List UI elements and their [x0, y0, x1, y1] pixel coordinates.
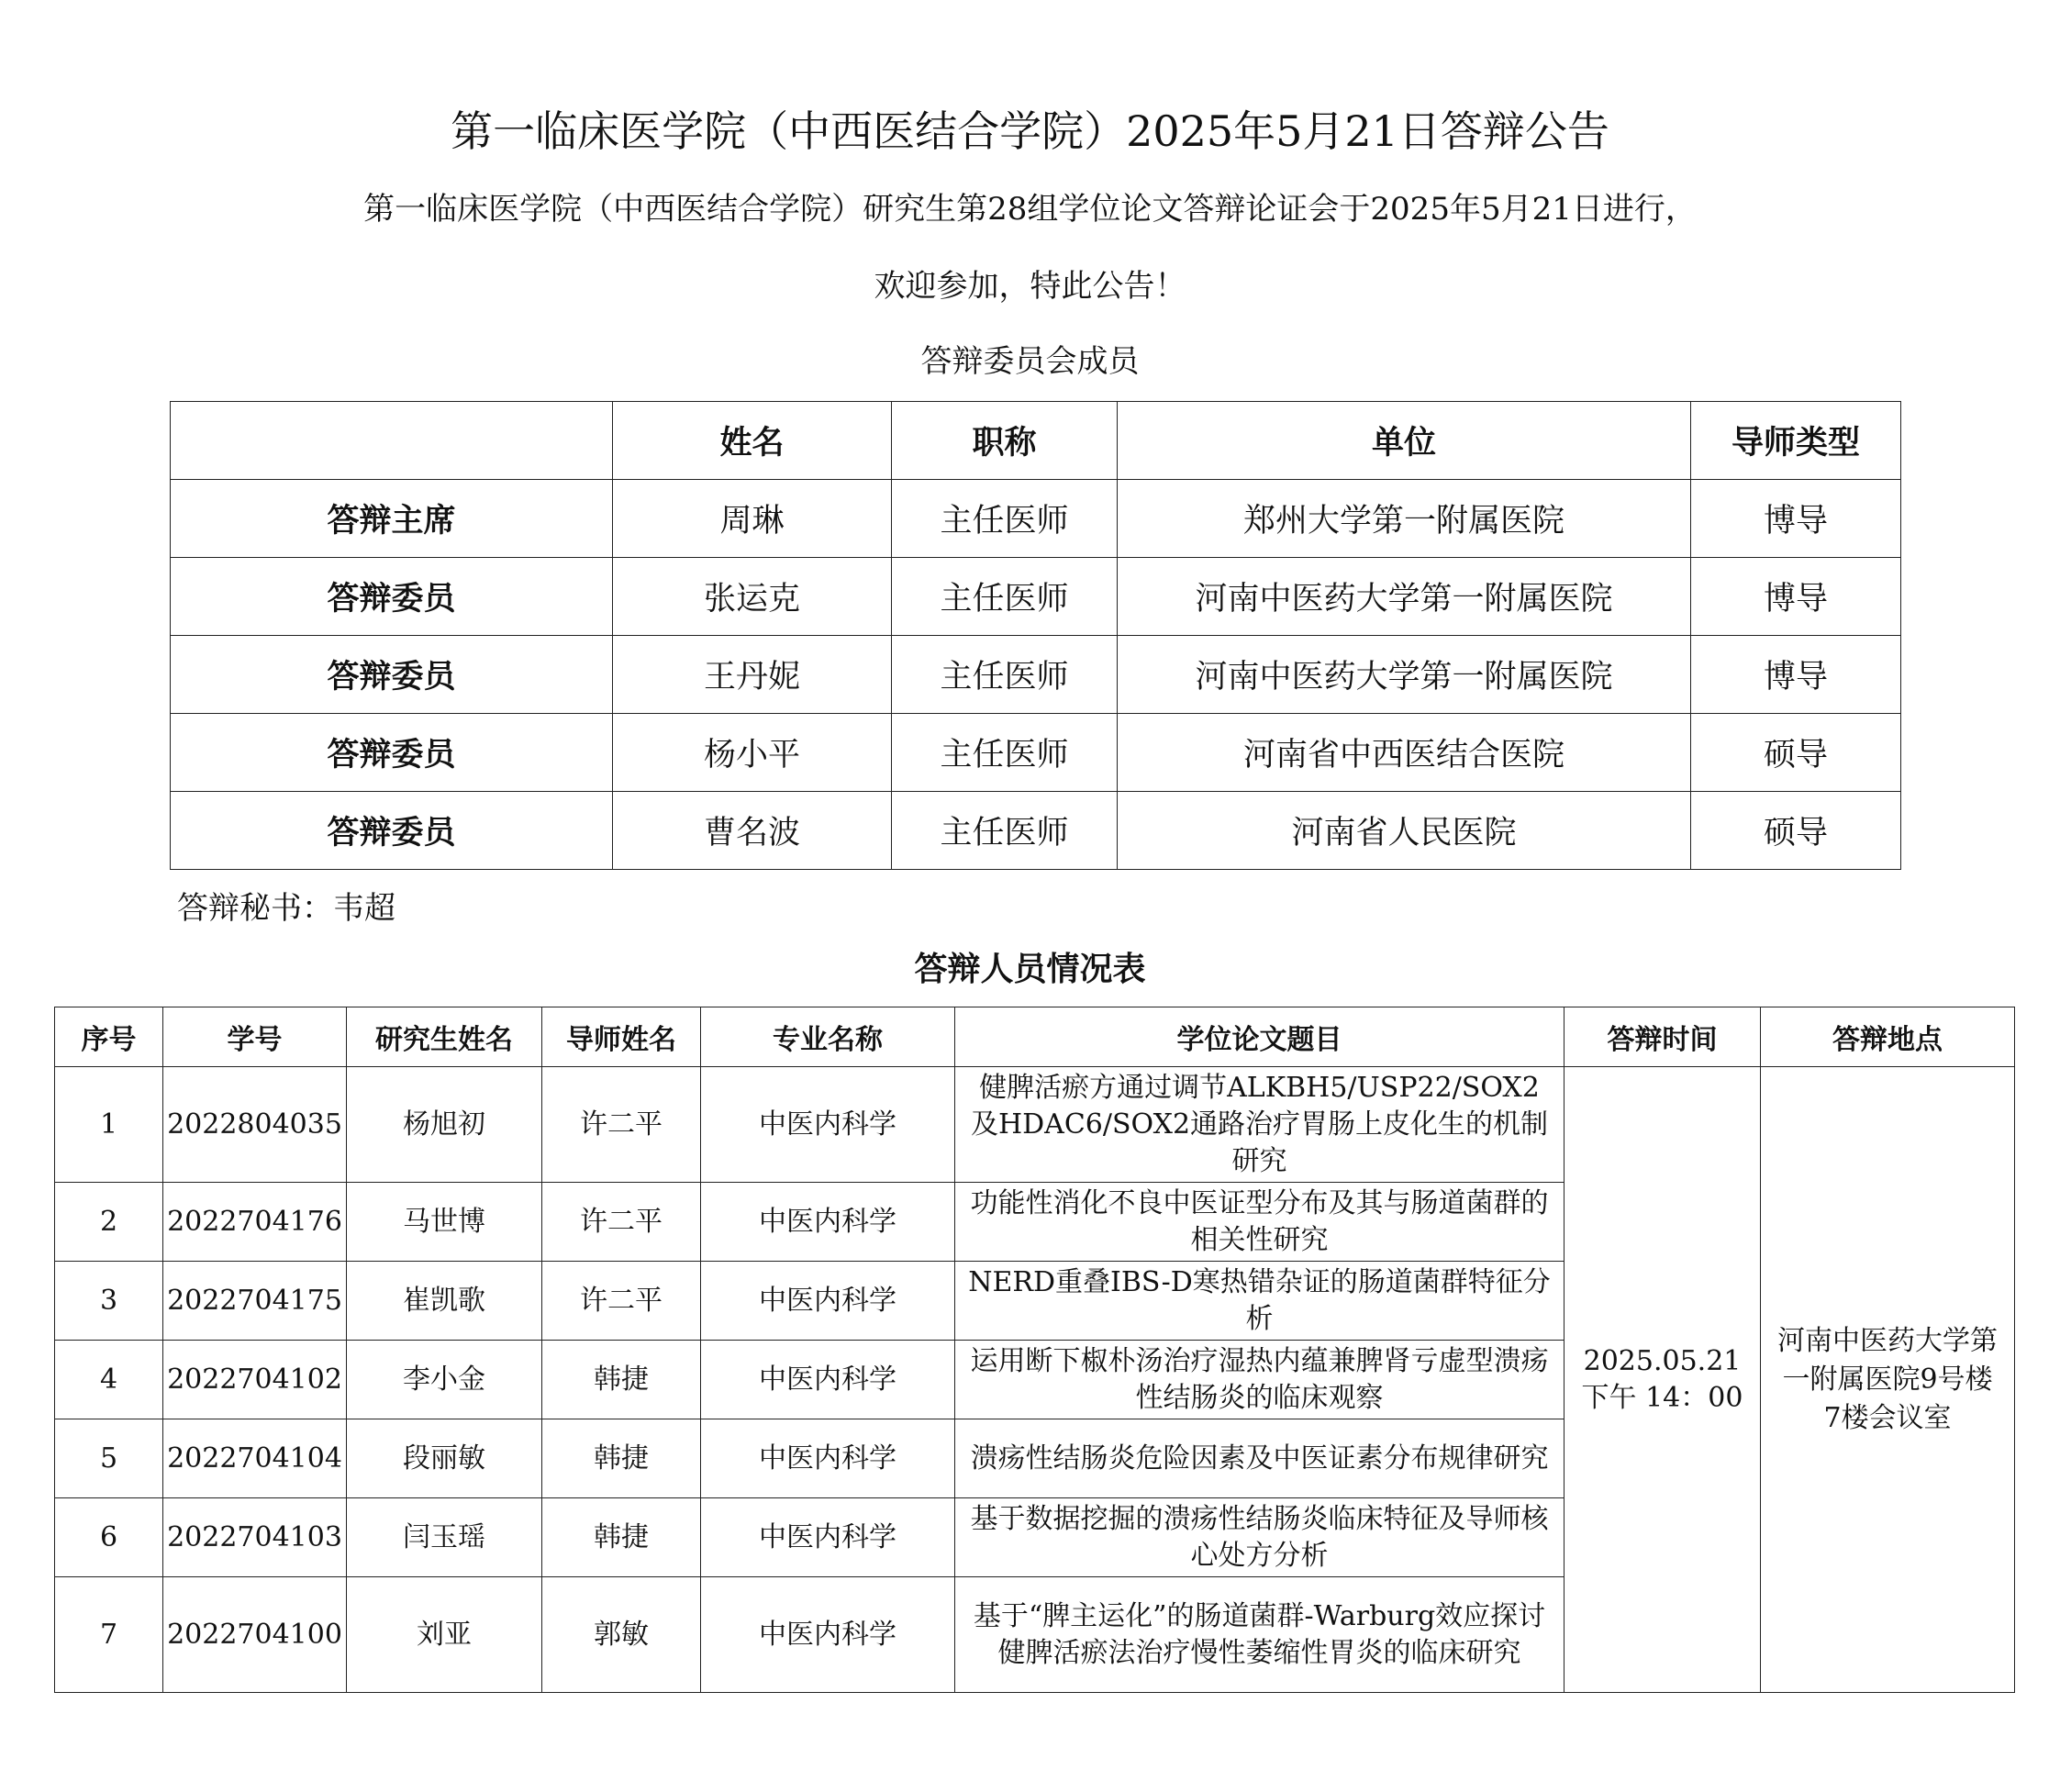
defender-student-id: 2022704103 [163, 1498, 347, 1577]
defender-student-name: 崔凯歌 [347, 1262, 542, 1341]
committee-title: 主任医师 [892, 636, 1118, 714]
defender-seq: 6 [55, 1498, 163, 1577]
defender-seq: 7 [55, 1577, 163, 1693]
defender-student-id: 2022704176 [163, 1183, 347, 1262]
defender-student-name: 马世博 [347, 1183, 542, 1262]
committee-role: 答辩委员 [171, 558, 613, 636]
defender-seq: 4 [55, 1341, 163, 1419]
committee-row [171, 714, 1901, 792]
defender-seq: 5 [55, 1419, 163, 1498]
committee-header-title: 职称 [892, 402, 1118, 480]
defender-advisor: 韩捷 [542, 1498, 701, 1577]
header-seq: 序号 [55, 1007, 163, 1067]
defender-student-id: 2022704104 [163, 1419, 347, 1498]
defender-student-id: 2022704175 [163, 1262, 347, 1341]
defense-date: 2025.05.21 [1583, 1344, 1742, 1377]
committee-header-unit: 单位 [1118, 402, 1691, 480]
defender-advisor: 韩捷 [542, 1341, 701, 1419]
committee-type: 博导 [1691, 480, 1901, 558]
defender-student-name: 刘亚 [347, 1577, 542, 1693]
committee-unit: 河南中医药大学第一附属医院 [1118, 558, 1691, 636]
defender-thesis: 基于“脾主运化”的肠道菌群-Warburg效应探讨健脾活瘀法治疗慢性萎缩性胃炎的临床研究 [955, 1577, 1564, 1693]
defender-major: 中医内科学 [701, 1067, 955, 1183]
defender-advisor: 许二平 [542, 1262, 701, 1341]
page-title: 第一临床医学院（中西医结合学院）2025年5月21日答辩公告 [451, 106, 1609, 156]
defender-major: 中医内科学 [701, 1498, 955, 1577]
defender-advisor: 许二平 [542, 1183, 701, 1262]
defender-student-id: 2022704102 [163, 1341, 347, 1419]
defense-time-cell [1564, 1067, 1761, 1693]
committee-type: 博导 [1691, 636, 1901, 714]
header-time: 答辩时间 [1564, 1007, 1761, 1067]
secretary-label: 答辩秘书： [177, 890, 333, 927]
committee-role: 答辩委员 [171, 714, 613, 792]
committee-title: 主任医师 [892, 792, 1118, 870]
header-student-id: 学号 [163, 1007, 347, 1067]
intro-line-1: 第一临床医学院（中西医结合学院）研究生第28组学位论文答辩论证会于2025年5月21日进行， [363, 191, 1697, 228]
committee-role: 答辩委员 [171, 792, 613, 870]
secretary-name: 韦超 [333, 890, 395, 927]
secretary-line [177, 881, 395, 936]
committee-row [171, 636, 1901, 714]
defender-seq: 2 [55, 1183, 163, 1262]
committee-row [171, 558, 1901, 636]
committee-role: 答辩主席 [171, 480, 613, 558]
committee-name: 杨小平 [613, 714, 892, 792]
defender-advisor: 郭敏 [542, 1577, 701, 1693]
defenders-table [54, 1007, 2015, 1693]
defenders-caption: 答辩人员情况表 [914, 950, 1146, 988]
header-thesis: 学位论文题目 [955, 1007, 1564, 1067]
committee-unit: 河南省中西医结合医院 [1118, 714, 1691, 792]
header-advisor: 导师姓名 [542, 1007, 701, 1067]
committee-unit: 郑州大学第一附属医院 [1118, 480, 1691, 558]
defender-thesis: 功能性消化不良中医证型分布及其与肠道菌群的相关性研究 [955, 1183, 1564, 1262]
defender-seq: 1 [55, 1067, 163, 1183]
header-major: 专业名称 [701, 1007, 955, 1067]
defender-advisor: 许二平 [542, 1067, 701, 1183]
defense-location: 河南中医药大学第一附属医院9号楼7楼会议室 [1761, 1067, 2015, 1693]
committee-name: 曹名波 [613, 792, 892, 870]
defender-thesis: 健脾活瘀方通过调节ALKBH5/USP22/SOX2及HDAC6/SOX2通路治疗胃肠上皮化生的机制研究 [955, 1067, 1564, 1183]
defender-major: 中医内科学 [701, 1577, 955, 1693]
committee-unit: 河南省人民医院 [1118, 792, 1691, 870]
committee-name: 周琳 [613, 480, 892, 558]
defender-thesis: 溃疡性结肠炎危险因素及中医证素分布规律研究 [955, 1419, 1564, 1498]
defender-advisor: 韩捷 [542, 1419, 701, 1498]
committee-table [170, 401, 1901, 870]
defender-seq: 3 [55, 1262, 163, 1341]
defender-student-name: 杨旭初 [347, 1067, 542, 1183]
defender-major: 中医内科学 [701, 1262, 955, 1341]
committee-row [171, 480, 1901, 558]
defenders-header-row [55, 1007, 2015, 1067]
defense-clock: 下午 14：00 [1581, 1381, 1743, 1414]
committee-title: 主任医师 [892, 480, 1118, 558]
defender-student-name: 段丽敏 [347, 1419, 542, 1498]
defender-student-name: 闫玉瑶 [347, 1498, 542, 1577]
committee-type: 博导 [1691, 558, 1901, 636]
committee-name: 王丹妮 [613, 636, 892, 714]
committee-type: 硕导 [1691, 714, 1901, 792]
defender-student-name: 李小金 [347, 1341, 542, 1419]
committee-type: 硕导 [1691, 792, 1901, 870]
committee-role: 答辩委员 [171, 636, 613, 714]
intro-line-2: 欢迎参加，特此公告！ [874, 268, 1186, 305]
defender-thesis: NERD重叠IBS-D寒热错杂证的肠道菌群特征分析 [955, 1262, 1564, 1341]
defender-student-id: 2022804035 [163, 1067, 347, 1183]
committee-unit: 河南中医药大学第一附属医院 [1118, 636, 1691, 714]
defender-thesis: 基于数据挖掘的溃疡性结肠炎临床特征及导师核心处方分析 [955, 1498, 1564, 1577]
committee-header-row [171, 402, 1901, 480]
committee-header-role [171, 402, 613, 480]
committee-row [171, 792, 1901, 870]
committee-header-name: 姓名 [613, 402, 892, 480]
committee-header-type: 导师类型 [1691, 402, 1901, 480]
defender-row [55, 1067, 2015, 1183]
committee-name: 张运克 [613, 558, 892, 636]
defender-major: 中医内科学 [701, 1183, 955, 1262]
header-location: 答辩地点 [1761, 1007, 2015, 1067]
header-student-name: 研究生姓名 [347, 1007, 542, 1067]
defender-student-id: 2022704100 [163, 1577, 347, 1693]
committee-title: 主任医师 [892, 558, 1118, 636]
committee-caption: 答辩委员会成员 [920, 343, 1140, 380]
defender-major: 中医内科学 [701, 1341, 955, 1419]
defender-major: 中医内科学 [701, 1419, 955, 1498]
defender-thesis: 运用断下椒朴汤治疗湿热内蕴兼脾肾亏虚型溃疡性结肠炎的临床观察 [955, 1341, 1564, 1419]
committee-title: 主任医师 [892, 714, 1118, 792]
